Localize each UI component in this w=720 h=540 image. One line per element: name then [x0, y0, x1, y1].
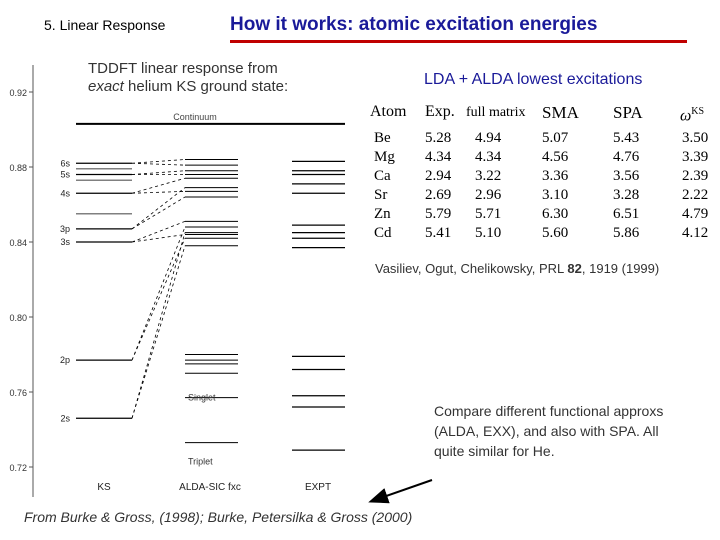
- singlet-connector: [132, 178, 185, 193]
- ks-level-label: 5s: [60, 169, 70, 180]
- citation-pages: , 1919 (1999): [581, 261, 660, 276]
- cell-ks: 2.39: [682, 168, 709, 184]
- y-tick-label: 0.72: [9, 463, 27, 473]
- y-tick-label: 0.84: [9, 238, 27, 248]
- triplet-label: Triplet: [188, 456, 213, 467]
- singlet-connector: [132, 188, 185, 229]
- citation-authors: Vasiliev, Ogut, Chelikowsky, PRL: [375, 261, 568, 276]
- singlet-connector: [132, 227, 185, 360]
- singlet-connector: [132, 233, 185, 419]
- ks-level-label: 6s: [60, 158, 70, 169]
- triplet-connector: [132, 191, 185, 193]
- col-spa: SPA: [613, 103, 643, 122]
- cell-exp: 5.28: [425, 130, 452, 146]
- cell-atom: Zn: [374, 206, 391, 222]
- cell-spa: 5.86: [613, 225, 640, 241]
- col-omega: $\omega^{KS}$: [680, 106, 705, 125]
- ks-level-label: 2p: [59, 355, 70, 366]
- cell-sma: 3.36: [542, 168, 569, 184]
- cell-atom: Sr: [374, 187, 388, 203]
- pointer-arrow: [372, 480, 432, 501]
- cell-spa: 3.28: [613, 187, 640, 203]
- cell-sma: 5.60: [542, 225, 569, 241]
- y-tick-label: 0.88: [9, 163, 27, 173]
- caption-emphasis: exact: [88, 78, 124, 95]
- compare-note: Compare different functional approxs (ALDA, EXX), and also with SPA. All quite similar for He.: [434, 403, 664, 459]
- singlet-connector: [132, 221, 185, 242]
- cell-ks: 4.79: [682, 206, 709, 222]
- y-tick-label: 0.80: [9, 313, 27, 323]
- col-exp: Exp.: [425, 103, 455, 120]
- triplet-connector: [132, 163, 185, 165]
- section-label: 5. Linear Response: [44, 17, 166, 33]
- col-sma: SMA: [542, 103, 579, 122]
- cell-ks: 2.22: [682, 187, 709, 203]
- lda-table-title: LDA + ALDA lowest excitations: [424, 71, 643, 88]
- triplet-connector: [132, 246, 185, 419]
- cell-full: 3.22: [475, 168, 502, 184]
- ks-level-label: 4s: [60, 188, 70, 199]
- col-atom: Atom: [370, 103, 407, 120]
- singlet-label: Singlet: [188, 392, 216, 403]
- singlet-connector: [132, 171, 185, 175]
- cell-exp: 2.94: [425, 168, 452, 184]
- cell-spa: 3.56: [613, 168, 640, 184]
- source-note: From Burke & Gross, (1998); Burke, Petersilka & Gross (2000): [24, 509, 413, 525]
- cell-ks: 3.39: [682, 149, 709, 165]
- cell-full: 5.71: [475, 206, 502, 222]
- cell-full: 5.10: [475, 225, 502, 241]
- cell-full: 4.34: [475, 149, 502, 165]
- ks-level-label: 2s: [60, 413, 70, 424]
- slide-title: How it works: atomic excitation energies: [230, 14, 598, 35]
- cell-spa: 6.51: [613, 206, 640, 222]
- cell-full: 4.94: [475, 130, 502, 146]
- cell-sma: 4.56: [542, 149, 569, 165]
- singlet-connector: [132, 160, 185, 164]
- caption-rest: helium KS ground state:: [123, 78, 289, 95]
- y-tick-label: 0.76: [9, 388, 27, 398]
- cell-exp: 5.41: [425, 225, 452, 241]
- citation-volume: 82: [567, 261, 582, 276]
- cell-atom: Cd: [374, 225, 392, 241]
- triplet-connector: [132, 235, 185, 243]
- cell-ks: 3.50: [682, 130, 709, 146]
- cell-exp: 2.69: [425, 187, 452, 203]
- column-label: ALDA-SIC fxc: [179, 482, 241, 493]
- cell-sma: 5.07: [542, 130, 569, 146]
- cell-ks: 4.12: [682, 225, 709, 241]
- cell-spa: 4.76: [613, 149, 640, 165]
- y-tick-label: 0.92: [9, 88, 27, 98]
- cell-sma: 6.30: [542, 206, 569, 222]
- cell-full: 2.96: [475, 187, 502, 203]
- ks-level-label: 3p: [59, 223, 70, 234]
- col-full-matrix: full matrix: [466, 105, 526, 120]
- cell-atom: Mg: [374, 149, 395, 165]
- cell-atom: Ca: [374, 168, 391, 184]
- cell-sma: 3.10: [542, 187, 569, 203]
- caption-line-1: TDDFT linear response from: [88, 60, 278, 77]
- cell-spa: 5.43: [613, 130, 640, 146]
- cell-exp: 4.34: [425, 149, 452, 165]
- column-label: EXPT: [304, 482, 332, 493]
- ks-level-label: 3s: [60, 237, 70, 247]
- column-label: KS: [97, 482, 111, 493]
- cell-atom: Be: [374, 130, 391, 146]
- triplet-connector: [132, 238, 185, 360]
- continuum-label: Continuum: [173, 111, 217, 122]
- cell-exp: 5.79: [425, 206, 452, 222]
